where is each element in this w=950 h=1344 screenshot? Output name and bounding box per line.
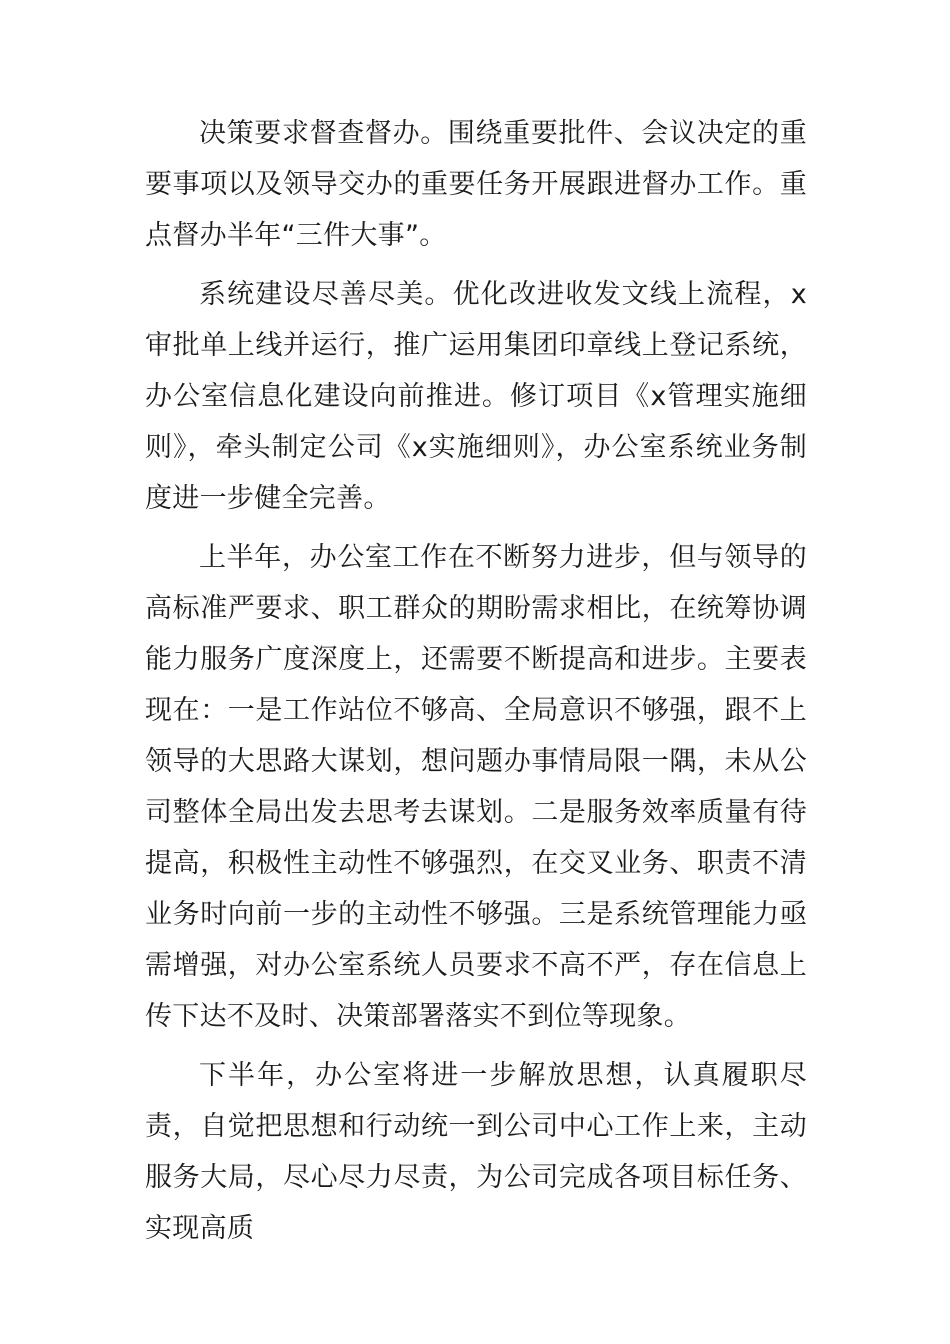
paragraph-supervision: 决策要求督查督办。围绕重要批件、会议决定的重要事项以及领导交办的重要任务开展跟进督办工作。重点督办半年“三件大事”。 (145, 118, 807, 251)
paragraph-shortcomings: 上半年，办公室工作在不断努力进步，但与领导的高标准严要求、职工群众的期盼需求相比，在统筹协调能力服务广度深度上，还需要不断提高和进步。主要表现在：一是工作站位不够高、全局意识不够强，跟不上领导的大思路大谋划，想问题办事情局限一隅，未从公司整体全局出发去思考去谋划。二是服务效率质量有待提高，积极性主动性不够强烈，在交叉业务、职责不清业务时向前一步的主动性不够强。三是系统管理能力亟需增强，对办公室系统人员要求不高不严，存在信息上传下达不及时、决策部署落实不到位等现象。 (145, 542, 807, 1032)
document-body (145, 108, 807, 1262)
paragraph-second-half-plan: 下半年，办公室将进一步解放思想，认真履职尽责，自觉把思想和行动统一到公司中心工作上来，主动服务大局，尽心尽力尽责，为公司完成各项目标任务、实现高质 (145, 1060, 807, 1244)
paragraph-system-building: 系统建设尽善尽美。优化改进收发文线上流程，x审批单上线并运行，推广运用集团印章线上登记系统，办公室信息化建设向前推进。修订项目《x管理实施细则》，牵头制定公司《x实施细则》，办公室系统业务制度进一步健全完善。 (145, 279, 807, 514)
